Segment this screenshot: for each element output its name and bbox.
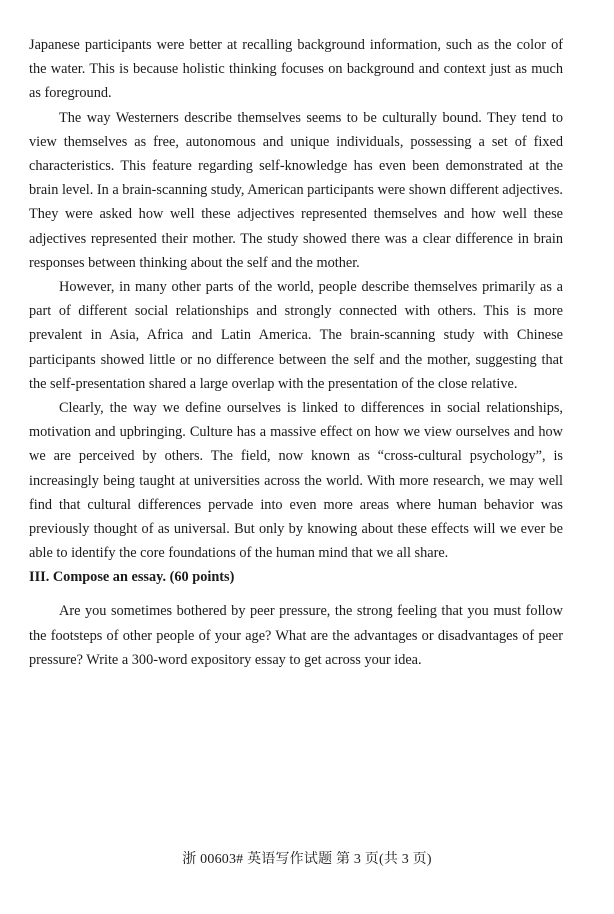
page-footer xyxy=(0,848,614,868)
section-heading: III. Compose an essay. (60 points) xyxy=(29,569,235,586)
paragraph-other-parts-of-world: However, in many other parts of the world, people describe themselves primarily as a part of different social relationships and strongly connected with others. This is more prevalent in Asia, Africa and Latin America. The brain-scanning study with Chinese participants showed little or no difference between the self and the mother, suggesting that the self-presentation shared a large overlap with the presentation of the close relative. xyxy=(29,279,563,392)
document-page xyxy=(29,33,563,672)
footer-text: 浙 00603# 英语写作试题 第 3 页(共 3 页) xyxy=(182,852,432,867)
continuation-paragraph: Japanese participants were better at recalling background information, such as the color of the water. This is because holistic thinking focuses on background and context just as much as foreground. xyxy=(29,37,563,102)
paragraph-conclusion: Clearly, the way we define ourselves is linked to differences in social relationships, motivation and upbringing. Culture has a massive effect on how we view ourselves and how we are perceived by others. The field, now known as “cross-cultural psychology”, is increasingly being taught at universities across the world. With more research, we may well find that cultural differences pervade into even more areas where human behavior was previously thought of as universal. But only by knowing about these effects will we ever be able to identify the core foundations of the human mind that we all share. xyxy=(29,400,563,562)
paragraph-westerners: The way Westerners describe themselves seems to be culturally bound. They tend to view themselves as free, autonomous and unique individuals, possessing a set of fixed characteristics. This feature regarding self-knowledge has even been demonstrated at the brain level. In a brain-scanning study, American participants were shown different adjectives. They were asked how well these adjectives represented themselves and how well these adjectives represented their mother. The study showed there was a clear difference in brain responses between thinking about the self and the mother. xyxy=(29,109,563,271)
essay-prompt: Are you sometimes bothered by peer pressure, the strong feeling that you must follow the footsteps of other people of your age? What are the advantages or disadvantages of peer pressure? Write a 300-word expository essay to get across your idea. xyxy=(29,603,563,668)
